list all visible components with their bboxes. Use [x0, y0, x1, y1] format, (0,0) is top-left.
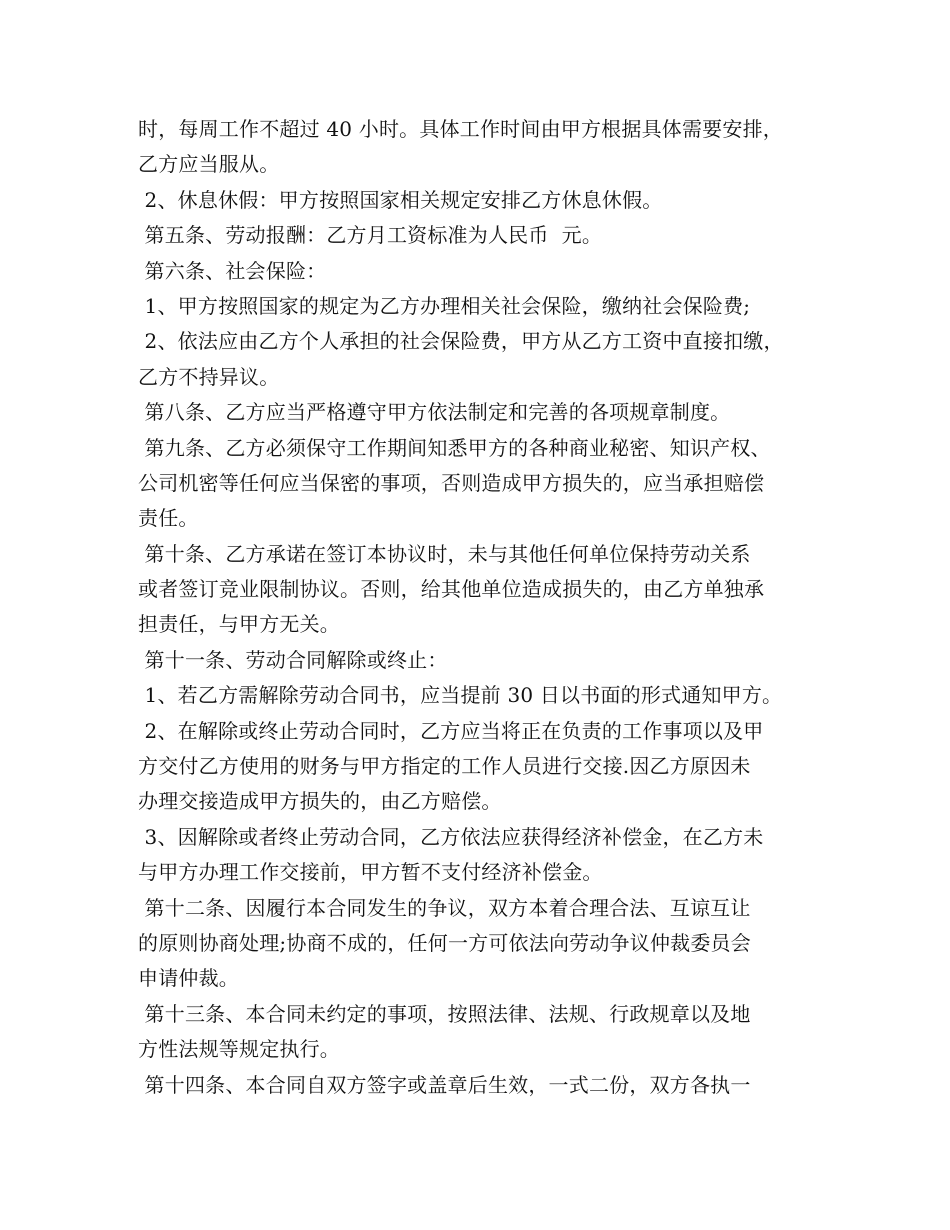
- text-line: 第六条、社会保险：: [138, 258, 327, 283]
- text-line: 第九条、乙方必须保守工作期间知悉甲方的各种商业秘密、知识产权、: [138, 435, 771, 460]
- text-line: 公司机密等任何应当保密的事项，否则造成甲方损失的，应当承担赔偿: [138, 470, 765, 495]
- text-line: 与甲方办理工作交接前，甲方暂不支付经济补偿金。: [138, 860, 603, 885]
- text-line: 方交付乙方使用的财务与甲方指定的工作人员进行交接.因乙方原因未: [138, 754, 751, 779]
- text-line: 1、甲方按照国家的规定为乙方办理相关社会保险，缴纳社会保险费;: [138, 293, 751, 318]
- text-line: 第十三条、本合同未约定的事项，按照法律、法规、行政规章以及地: [138, 1001, 751, 1026]
- text-line: 第十二条、因履行本合同发生的争议，双方本着合理合法、互谅互让: [138, 895, 751, 920]
- text-line: 或者签订竞业限制协议。否则，给其他单位造成损失的，由乙方单独承: [138, 577, 765, 602]
- text-line: 乙方不持异议。: [138, 364, 280, 389]
- text-line: 第八条、乙方应当严格遵守甲方依法制定和完善的各项规章制度。: [138, 400, 731, 425]
- text-line: 2、依法应由乙方个人承担的社会保险费，甲方从乙方工资中直接扣缴，: [138, 329, 784, 354]
- text-line: 2、休息休假：甲方按照国家相关规定安排乙方休息休假。: [138, 187, 663, 212]
- text-line: 办理交接造成甲方损失的，由乙方赔偿。: [138, 789, 502, 814]
- text-line: 第十四条、本合同自双方签字或盖章后生效，一式二份，双方各执一: [138, 1072, 751, 1097]
- text-line: 方性法规等规定执行。: [138, 1037, 340, 1062]
- text-line: 第十一条、劳动合同解除或终止：: [138, 647, 448, 672]
- text-line: 第五条、劳动报酬：乙方月工资标准为人民币 元。: [138, 223, 603, 248]
- text-line: 的原则协商处理;协商不成的，任何一方可依法向劳动争议仲裁委员会: [138, 930, 751, 955]
- text-line: 3、因解除或者终止劳动合同，乙方依法应获得经济补偿金，在乙方未: [138, 824, 764, 849]
- contract-text: [138, 112, 818, 1103]
- text-line: 责任。: [138, 506, 199, 531]
- text-line: 第十条、乙方承诺在签订本协议时，未与其他任何单位保持劳动关系: [138, 541, 751, 566]
- text-line: 时，每周工作不超过 40 小时。具体工作时间由甲方根据具体需要安排，: [138, 117, 783, 141]
- text-line: 担责任，与甲方无关。: [138, 612, 340, 637]
- text-line: 1、若乙方需解除劳动合同书，应当提前 30 日以书面的形式通知甲方。: [138, 683, 783, 708]
- text-line: 乙方应当服从。: [138, 152, 280, 177]
- text-line: 2、在解除或终止劳动合同时，乙方应当将正在负责的工作事项以及甲: [138, 718, 764, 743]
- text-line: 申请仲裁。: [138, 966, 239, 991]
